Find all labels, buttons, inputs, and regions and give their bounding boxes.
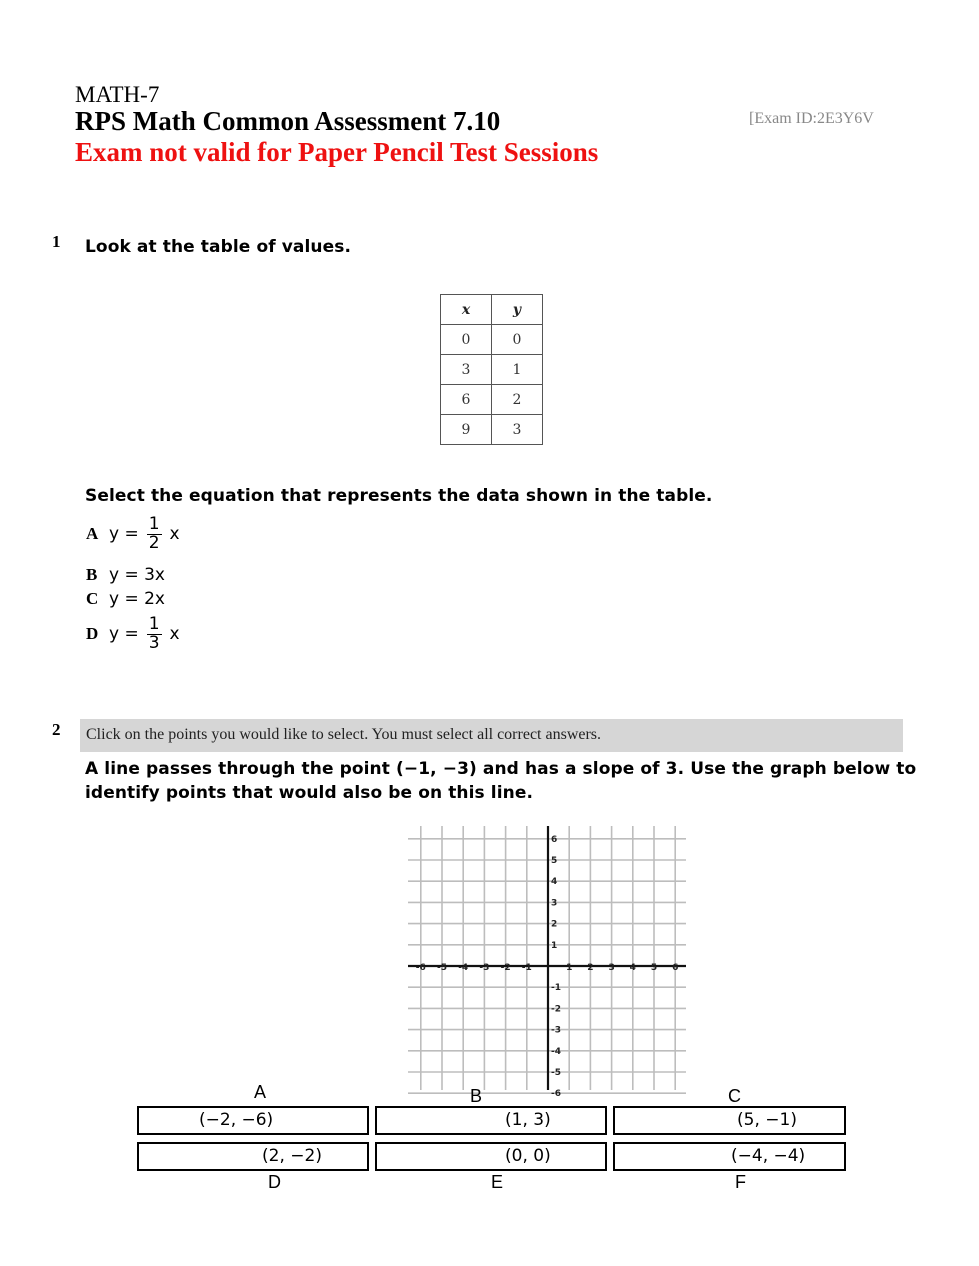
option-letter-c: C xyxy=(728,1086,741,1106)
assessment-title: RPS Math Common Assessment 7.10 xyxy=(75,106,501,136)
table-header-row xyxy=(441,295,543,325)
choice-rhs: x xyxy=(169,524,180,545)
table-cell: 0 xyxy=(492,325,543,355)
y-tick-label: -1 xyxy=(551,983,561,994)
option-point: (1, 3) xyxy=(505,1110,551,1130)
y-tick-label: -5 xyxy=(551,1068,561,1078)
x-tick-label: -2 xyxy=(500,963,511,973)
option-tile-b[interactable] xyxy=(375,1106,607,1135)
x-tick-label: 5 xyxy=(650,963,658,973)
option-letter-e: E xyxy=(491,1172,504,1192)
table-cell: 3 xyxy=(441,355,492,385)
table-header-x: x xyxy=(441,295,492,325)
choice-lhs: y = xyxy=(109,624,139,645)
fraction xyxy=(147,516,162,553)
instruction-text: Click on the points you would like to select. You must select all correct answers. xyxy=(86,726,602,743)
y-tick-label: -3 xyxy=(551,1025,561,1036)
coordinate-grid xyxy=(406,822,688,1100)
table-cell: 1 xyxy=(492,355,543,385)
y-tick-label: 3 xyxy=(551,898,558,909)
table-cell: 9 xyxy=(441,415,492,445)
option-point: (−4, −4) xyxy=(731,1146,806,1166)
exam-warning: Exam not valid for Paper Pencil Test Sessions xyxy=(75,137,599,167)
choice-letter: D xyxy=(86,624,99,644)
table-row xyxy=(441,325,543,355)
table-row xyxy=(441,385,543,415)
option-tile-d[interactable] xyxy=(137,1142,369,1171)
table-row xyxy=(441,355,543,385)
y-tick-label: 4 xyxy=(551,877,558,888)
option-point: (−2, −6) xyxy=(199,1110,274,1130)
y-tick-label: 1 xyxy=(551,940,558,951)
choice-c[interactable] xyxy=(86,589,165,609)
option-point: (2, −2) xyxy=(262,1146,322,1166)
x-tick-label: 6 xyxy=(672,963,679,973)
option-tile-f[interactable] xyxy=(613,1142,846,1171)
option-letter-a: A xyxy=(254,1082,267,1102)
fraction xyxy=(147,616,162,653)
option-letter-b: B xyxy=(470,1086,483,1106)
question-1-prompt: Select the equation that represents the data shown in the table. xyxy=(85,486,713,506)
x-tick-label: 4 xyxy=(629,963,636,973)
choice-letter: A xyxy=(86,524,99,544)
option-point: (5, −1) xyxy=(737,1110,797,1130)
question-2-prompt-line1: A line passes through the point (−1, −3) and has a slope of 3. Use the graph below to xyxy=(85,759,917,779)
table-cell: 3 xyxy=(492,415,543,445)
question-1-intro: Look at the table of values. xyxy=(85,237,352,257)
choice-letter: C xyxy=(86,589,99,608)
fraction-numerator: 1 xyxy=(148,514,160,534)
table-header-y: y xyxy=(492,295,543,325)
fraction-denominator: 3 xyxy=(148,632,160,653)
option-tile-c[interactable] xyxy=(613,1106,846,1135)
choice-a[interactable] xyxy=(86,516,180,553)
coordinate-grid-svg xyxy=(406,822,688,1100)
choice-b[interactable] xyxy=(86,565,165,585)
x-tick-label: 1 xyxy=(566,963,573,973)
x-tick-label: -6 xyxy=(415,963,426,973)
table-cell: 6 xyxy=(441,385,492,415)
option-letter-d: D xyxy=(268,1172,281,1192)
choice-equation: y = 2x xyxy=(109,589,165,609)
y-tick-label: 5 xyxy=(551,856,558,866)
question-2-prompt-line2: identify points that would also be on this line. xyxy=(85,783,534,803)
x-tick-label: 2 xyxy=(587,963,594,973)
x-tick-label: -4 xyxy=(458,963,469,973)
table-cell: 2 xyxy=(492,385,543,415)
exam-id: [Exam ID:2E3Y6V xyxy=(749,110,874,127)
y-tick-label: -4 xyxy=(551,1046,561,1057)
fraction-numerator: 1 xyxy=(148,614,160,634)
option-tile-e[interactable] xyxy=(375,1142,607,1171)
x-tick-label: 3 xyxy=(608,963,615,973)
choice-lhs: y = xyxy=(109,524,139,545)
table-cell: 0 xyxy=(441,325,492,355)
option-letter-f: F xyxy=(735,1172,746,1192)
x-tick-label: -3 xyxy=(479,963,490,973)
choice-equation: y = 3x xyxy=(109,565,165,585)
y-tick-label: 6 xyxy=(551,834,558,845)
y-tick-label: -6 xyxy=(551,1089,561,1100)
fraction-denominator: 2 xyxy=(148,532,160,553)
choice-rhs: x xyxy=(169,624,180,645)
y-tick-label: 2 xyxy=(551,919,558,930)
question-2-number: 2 xyxy=(52,720,61,739)
y-tick-label: -2 xyxy=(551,1004,561,1015)
choice-d[interactable] xyxy=(86,616,180,653)
choice-letter: B xyxy=(86,565,98,584)
x-tick-label: -1 xyxy=(521,963,532,973)
course-code: MATH-7 xyxy=(75,82,160,107)
option-tile-a[interactable] xyxy=(137,1106,369,1135)
option-point: (0, 0) xyxy=(505,1146,551,1166)
values-table xyxy=(440,294,543,445)
question-1-number: 1 xyxy=(52,232,61,251)
x-tick-label: -5 xyxy=(437,963,447,973)
table-row xyxy=(441,415,543,445)
